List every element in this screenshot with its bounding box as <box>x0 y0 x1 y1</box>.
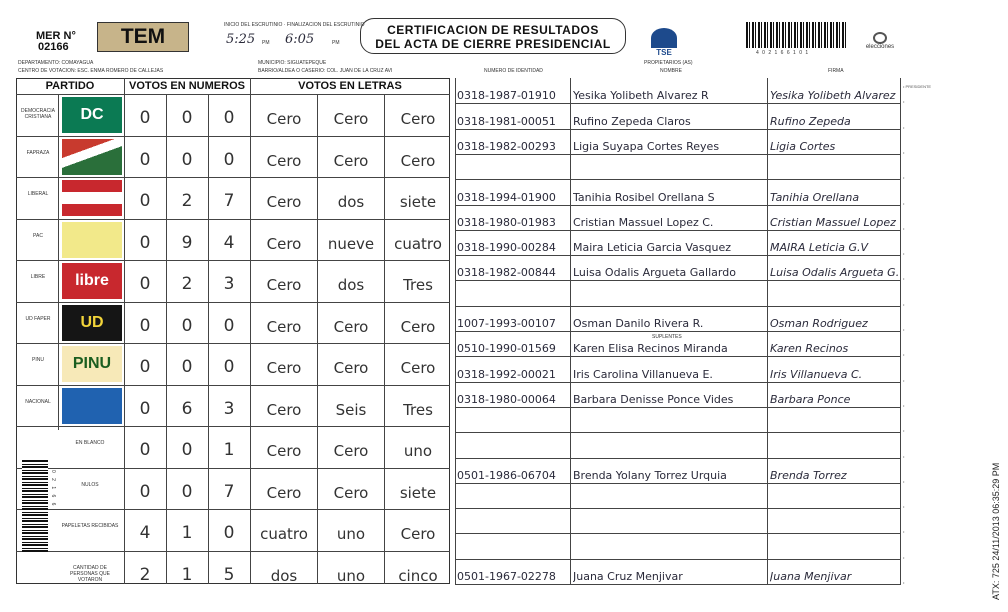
row-divider <box>16 509 450 510</box>
col-numeros-header: VOTOS EN NUMEROS <box>129 80 245 92</box>
col-divider-party <box>58 94 59 430</box>
row-divider <box>16 177 450 178</box>
member-name: Tanihia Rosibel Orellana S <box>573 190 715 204</box>
row-divider <box>16 385 450 386</box>
member-id: 0318-1982-00293 <box>457 139 556 153</box>
member-row-line <box>455 356 901 357</box>
party-logo: UD <box>62 305 122 341</box>
party-logo <box>62 388 122 424</box>
side-tick: • <box>903 554 905 560</box>
side-tick: • <box>903 327 905 332</box>
party-label: NACIONAL <box>25 398 51 405</box>
party-label: LIBRE <box>30 274 46 280</box>
side-tick: • <box>903 453 905 459</box>
vote-word: uno <box>336 525 366 543</box>
vote-word: dos <box>337 193 365 211</box>
title-box <box>360 18 626 54</box>
member-name: Yesika Yolibeth Alvarez R <box>573 89 709 103</box>
member-id: 0501-1967-02278 <box>457 570 556 583</box>
elecciones-text: elecciones <box>865 44 895 50</box>
member-id: 0318-1990-00284 <box>457 241 556 255</box>
time-mid: PM <box>262 40 270 46</box>
time-unit: PM <box>332 40 340 46</box>
member-id: 0318-1987-01910 <box>457 89 556 103</box>
member-signature: Barbara Ponce <box>770 392 851 406</box>
time-end: 6:05 <box>285 32 315 47</box>
vote-word: dos <box>270 566 298 585</box>
vote-digit: 0 <box>139 149 151 170</box>
time-start: 5:25 <box>226 32 256 47</box>
vote-digit: 0 <box>223 523 235 543</box>
side-tick: • <box>903 428 905 434</box>
party-label: NULOS <box>81 481 99 488</box>
member-signature: Cristian Massuel Lopez <box>770 215 896 229</box>
vote-word: Cero <box>333 110 369 128</box>
party-label: PAC <box>33 232 43 239</box>
side-tick: • <box>903 352 905 358</box>
member-name: Barbara Denisse Ponce Vides <box>573 392 734 406</box>
vote-digit: 0 <box>223 108 235 128</box>
member-id: 0501-1986-06704 <box>457 468 556 482</box>
vote-digit: 7 <box>223 191 235 211</box>
member-row-line <box>455 407 901 408</box>
vote-digit: 0 <box>181 108 193 128</box>
vote-digit: 1 <box>181 523 193 543</box>
vote-digit: 6 <box>181 398 193 419</box>
num-identidad-label: NUMERO DE IDENTIDAD <box>484 68 543 74</box>
vote-digit: 0 <box>139 191 151 211</box>
propietarios-label: PROPIETARIOS (AS) <box>644 60 693 66</box>
party-logo <box>62 222 122 258</box>
vote-digit: 9 <box>181 232 193 253</box>
vote-digit: 5 <box>223 564 235 585</box>
member-row-line <box>455 129 901 130</box>
vote-word: Cero <box>266 442 302 460</box>
side-tick: • <box>903 301 905 307</box>
elecciones-logo <box>855 32 905 50</box>
col-divider-word-2 <box>384 94 385 584</box>
member-row-line <box>455 205 901 206</box>
barcode-top <box>746 22 848 48</box>
vote-digit: 2 <box>181 274 193 294</box>
side-tick: • <box>903 175 905 181</box>
vote-word: Seis <box>335 400 367 419</box>
member-row-line <box>455 255 901 256</box>
member-id: 0318-1994-01900 <box>457 190 556 204</box>
member-signature: Juana Menjivar <box>770 570 852 583</box>
vote-word: cinco <box>398 566 438 585</box>
vote-digit: 0 <box>139 481 151 502</box>
side-tick: • <box>903 251 905 257</box>
party-logo <box>62 180 122 216</box>
vote-digit: 4 <box>223 232 235 253</box>
member-name: Cristian Massuel Lopez C. <box>573 215 714 229</box>
vote-digit: 0 <box>181 315 193 336</box>
vote-word: cuatro <box>394 234 442 253</box>
vote-digit: 0 <box>223 315 235 336</box>
row-divider <box>16 551 450 552</box>
side-label: • PRESIDENTE <box>903 84 932 89</box>
barrio: BARRIO/ALDEA O CASERIO: COL. JUAN DE LA CRUZ AVI <box>258 68 393 74</box>
member-row-line <box>455 154 901 155</box>
vote-word: Cero <box>400 525 436 543</box>
vote-digit: 0 <box>139 108 151 128</box>
vote-digit: 3 <box>223 274 235 294</box>
mer-label: MER N° <box>36 30 76 42</box>
vote-digit: 0 <box>139 440 151 460</box>
tse-logo-mark <box>651 28 677 48</box>
member-name: Juana Cruz Menjivar <box>573 570 683 583</box>
member-name: Maira Leticia Garcia Vasquez <box>573 241 731 255</box>
vote-digit: 0 <box>181 149 193 170</box>
member-signature: Ligia Cortes <box>770 139 836 153</box>
vote-word: nueve <box>327 234 375 253</box>
vote-word: Cero <box>333 442 369 460</box>
side-tick: • <box>903 478 905 484</box>
vote-word: Tres <box>403 276 433 294</box>
member-signature: Iris Villanueva C. <box>770 367 863 381</box>
member-row-line <box>455 584 901 585</box>
row-divider <box>16 136 450 137</box>
side-tick: • <box>903 402 905 408</box>
vote-word: Tres <box>403 400 433 419</box>
member-row-line <box>455 508 901 509</box>
barcode-left-text: 0 2 1 6 6 <box>50 470 56 508</box>
vote-digit: 2 <box>139 564 151 585</box>
vote-word: uno <box>403 442 433 460</box>
barcode-left <box>22 460 48 552</box>
vote-digit: 0 <box>139 232 151 253</box>
member-id: 0318-1992-00021 <box>457 367 556 381</box>
party-label: FAPRAZA <box>26 149 50 156</box>
party-label: DEMOCRACIA CRISTIANA <box>21 108 55 120</box>
member-row-line <box>455 103 901 104</box>
row-divider <box>16 260 450 261</box>
vote-digit: 3 <box>223 398 235 419</box>
col-letras-header: VOTOS EN LETRAS <box>298 80 402 92</box>
vote-word: Cero <box>266 400 302 419</box>
vote-word: siete <box>399 483 437 502</box>
tem-box: TEM <box>97 22 189 52</box>
municipio: MUNICIPIO: SIGUATEPEQUE <box>258 60 327 66</box>
col-divider-word-1 <box>317 94 318 584</box>
side-tick: • <box>903 377 905 383</box>
member-signature: Rufino Zepeda <box>770 114 851 128</box>
side-tick: • <box>903 504 905 510</box>
party-label: LIBERAL <box>27 191 49 197</box>
member-id: 0318-1980-00064 <box>457 392 556 406</box>
vote-digit: 0 <box>139 398 151 419</box>
side-tick: • <box>903 200 905 206</box>
member-signature: Luisa Odalis Argueta G. <box>770 266 900 280</box>
member-row-line <box>455 483 901 484</box>
vote-word: Cero <box>333 151 369 170</box>
vote-word: Cero <box>333 483 369 502</box>
vote-word: Cero <box>266 483 302 502</box>
vote-word: dos <box>337 276 365 294</box>
member-signature: Yesika Yolibeth Alvarez <box>770 89 896 103</box>
member-id: 0318-1981-00051 <box>457 114 556 128</box>
side-tick: • <box>903 149 905 155</box>
side-tick: • <box>903 124 905 130</box>
vote-word: Cero <box>266 151 302 170</box>
tse-logo <box>636 28 692 57</box>
side-tick: • <box>903 276 905 282</box>
vote-digit: 4 <box>139 523 151 543</box>
vote-digit: 0 <box>139 315 151 336</box>
vote-word: Cero <box>266 359 302 377</box>
vote-digit: 0 <box>223 149 235 170</box>
party-label: PAPELETAS RECIBIDAS <box>61 523 119 529</box>
member-name: Iris Carolina Villanueva E. <box>573 367 713 381</box>
member-id: 0510-1990-01569 <box>457 342 556 356</box>
member-name: Brenda Yolany Torrez Urquia <box>573 468 727 482</box>
nombre-label: NOMBRE <box>660 68 682 74</box>
vote-word: Cero <box>400 151 436 170</box>
member-signature: Tanihia Orellana <box>770 190 860 204</box>
party-logo: DC <box>62 97 122 133</box>
party-label: CANTIDAD DE PERSONAS QUE VOTARON <box>69 564 110 583</box>
title-line1: CERTIFICACION DE RESULTADOS <box>387 23 599 37</box>
member-signature: Brenda Torrez <box>770 468 847 482</box>
suplentes-label: SUPLENTES <box>652 334 682 340</box>
col-partido-header: PARTIDO <box>45 80 95 92</box>
vote-word: cuatro <box>260 525 308 543</box>
member-row-line <box>455 230 901 231</box>
vote-word: Cero <box>333 359 369 377</box>
member-row-line <box>455 331 901 332</box>
vote-digit: 7 <box>223 481 235 502</box>
member-row-line <box>455 458 901 459</box>
vote-word: Cero <box>266 317 302 336</box>
row-divider <box>16 302 450 303</box>
member-row-line <box>455 533 901 534</box>
vote-word: Cero <box>400 359 436 377</box>
member-signature: Karen Recinos <box>770 342 849 356</box>
vote-digit: 1 <box>223 440 235 460</box>
vote-digit: 2 <box>181 191 193 211</box>
member-signature: MAIRA Leticia G.V <box>770 241 869 255</box>
party-logo <box>62 139 122 175</box>
party-label: UD FAPER <box>25 315 51 322</box>
party-label: EN BLANCO <box>75 440 105 446</box>
vote-digit: 0 <box>181 481 193 502</box>
side-tick: • <box>903 529 905 535</box>
row-divider <box>16 343 450 344</box>
time-caption: INICIO DEL ESCRUTINIO · FINALIZACION DEL ESCRUTINIO <box>224 22 365 28</box>
vote-digit: 0 <box>181 440 193 460</box>
elecciones-mark <box>873 32 887 44</box>
vote-digit: 0 <box>223 357 235 377</box>
member-signature: Osman Rodriguez <box>770 317 868 330</box>
row-divider <box>16 468 450 469</box>
member-id: 1007-1993-00107 <box>457 317 556 330</box>
member-id: 0318-1980-01983 <box>457 215 556 229</box>
row-divider <box>16 426 450 427</box>
member-name: Karen Elisa Recinos Miranda <box>573 342 728 356</box>
member-name: Rufino Zepeda Claros <box>573 114 691 128</box>
side-tick: • <box>903 580 905 585</box>
departamento: DEPARTAMENTO: COMAYAGUA <box>18 60 94 66</box>
firma-label: FIRMA <box>828 68 844 74</box>
member-row-line <box>455 559 901 560</box>
member-id: 0318-1982-00844 <box>457 266 556 280</box>
member-row-line <box>455 382 901 383</box>
party-label: PINU <box>32 357 44 363</box>
vote-word: Cero <box>400 317 436 336</box>
vote-digit: 1 <box>181 564 193 585</box>
member-name: Luisa Odalis Argueta Gallardo <box>573 266 736 280</box>
vote-word: Cero <box>266 276 302 294</box>
party-logo: libre <box>62 263 122 299</box>
member-row-line <box>455 280 901 281</box>
member-row-line <box>455 306 901 307</box>
atx-stamp: ATX: 725 24/11/2013 06:35:29 PM <box>991 462 1001 600</box>
vote-word: Cero <box>266 193 302 211</box>
vote-word: Cero <box>266 234 302 253</box>
mer-number: 02166 <box>38 41 69 53</box>
vote-word: Cero <box>266 110 302 128</box>
vote-digit: 0 <box>139 274 151 294</box>
vote-digit: 0 <box>139 357 151 377</box>
member-name: Osman Danilo Rivera R. <box>573 317 704 330</box>
vote-digit: 0 <box>181 357 193 377</box>
member-row-line <box>455 432 901 433</box>
row-divider <box>16 219 450 220</box>
member-name: Ligia Suyapa Cortes Reyes <box>573 139 720 153</box>
barcode-top-text: 4 0 2 1 6 6 1 0 1 <box>756 50 810 56</box>
vote-word: siete <box>399 193 437 211</box>
centro-votacion: CENTRO DE VOTACION: ESC. ENMA ROMERO DE CALLEJAS <box>18 68 164 74</box>
side-tick: • <box>903 225 905 231</box>
vote-word: Cero <box>333 317 369 336</box>
vote-word: uno <box>336 566 366 585</box>
vote-word: Cero <box>400 110 436 128</box>
member-row-line <box>455 179 901 180</box>
title-line2: DEL ACTA DE CIERRE PRESIDENCIAL <box>375 37 611 51</box>
tse-logo-text: TSE <box>656 48 672 57</box>
side-tick: • <box>903 99 905 105</box>
party-logo: PINU <box>62 346 122 382</box>
